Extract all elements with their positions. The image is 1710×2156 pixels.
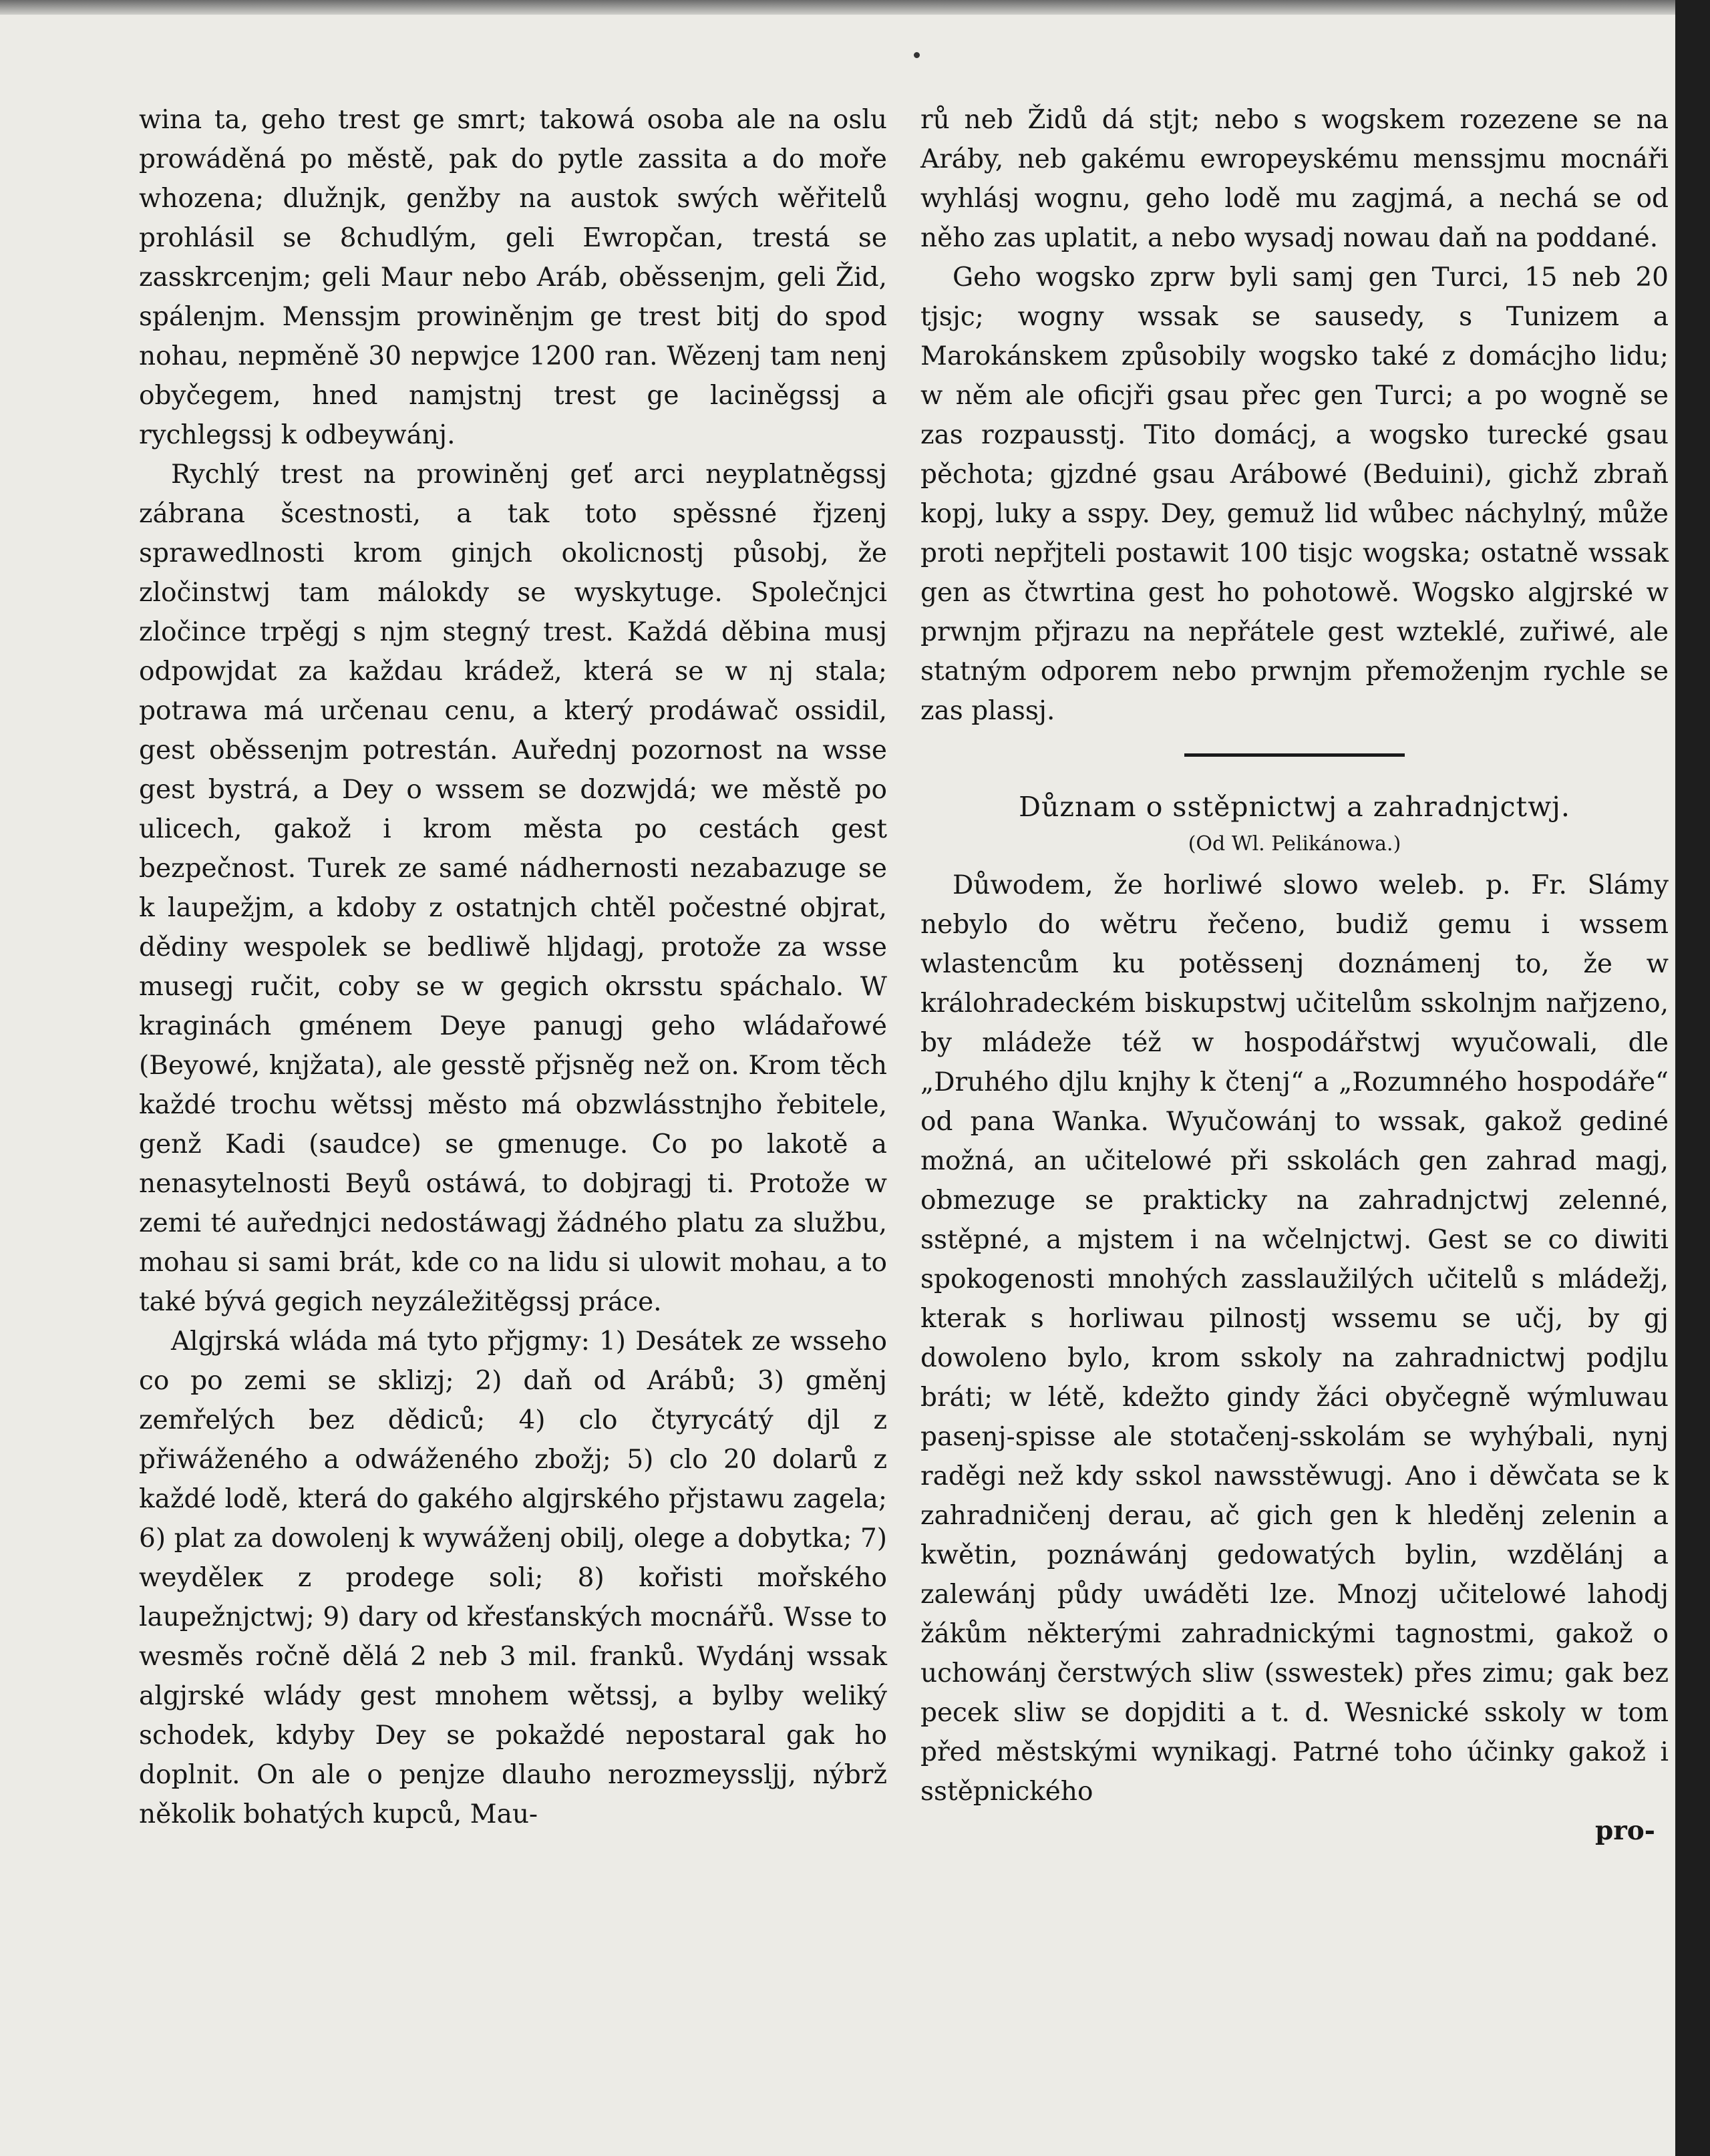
catchword: pro- — [1594, 1815, 1655, 1846]
scan-top-edge — [0, 0, 1675, 15]
article-title: Důznam o sstěpnictwj a zahradnjctwj. — [1019, 791, 1570, 823]
paragraph: Důwodem, že horliwé slowo weleb. p. Fr. Slámy nebylo do wětru řečeno, budiž gemu i wssem wlastencům ku potěssenj doznámenj to, že w králohradeckém biskupstwj učitelům sskolnjm nařjzeno, by mládeže též w hospodářstwj wyučowali, dle „Druhého djlu knjhy k čtenj“ a „Rozumného hospodáře“ od pana Wanka. Wyučowánj to wssak, gakož gediné možná, an učitelowé při sskolách gen zahrad magj, obmezuge se prakticky na zahradnjctwj zelenné, sstěpné, a mjstem i na wčelnjctwj. Gest se co diwiti spokogenosti mnohých zasslaužilých učitelů s mládežj, kterak s horliwau pilnostj wssemu se učj, by gj dowoleno bylo, krom sskoly na zahradnictwj podjlu bráti; w létě, kdežto gindy žáci obyčegně wýmluwau pasenj-spisse ale stotačenj-sskolám se wyhýbali, nynj raděgi než kdy sskol nawsstěwugj. Ano i děwčata se k zahradničenj derau, ač gich gen k hleděnj zelenin a kwětin, poznáwánj gedowatých bylin, wzdělánj a zalewánj půdy uwáděti lze. Mnozj učitelowé lahodj žákům některými zahradnickými tagnostmi, gakož o uchowánj čerstwých sliw (sswestek) přes zimu; gak bez pecek sliw se dopjditi a t. d. Wesnické sskoly w tom před městskými wynikagj. Patrné toho účinky gakož i sstěpnického — [920, 870, 1669, 1807]
left-column — [139, 100, 887, 1834]
paragraph: wina ta, geho trest ge smrt; takowá osoba ale na oslu prowáděná po městě, pak do pytle zassita a do moře whozena; dlužnjk, genžby na austok swých wěřitelů prohlásil se 8chudlým, geli Ewropčan, trestá se zasskrcenjm; geli Maur nebo Aráb, oběssenjm, geli Žid, spálenjm. Menssjm prowiněnjm ge trest bitj do spod nohau, nepměně 30 nepwjce 1200 ran. Wězenj tam nenj obyčegem, hned namjstnj trest ge laciněgssj a rychlegssj k odbeywánj. — [139, 105, 887, 450]
section-divider — [1184, 753, 1405, 757]
ink-speck — [914, 52, 920, 58]
article-byline: (Od Wl. Pelikánowa.) — [1188, 832, 1401, 856]
paragraph: rů neb Židů dá stjt; nebo s wogskem rozezene se na Aráby, neb gakému ewropeyskému menssjmu mocnáři wyhlásj wognu, geho lodě mu zagjmá, a nechá se od něho zas uplatit, a nebo wysadj nowau daň na poddané. — [920, 105, 1669, 253]
right-column — [920, 100, 1669, 1851]
paragraph: Algjrská wláda má tyto přjgmy: 1) Desátek ze wsseho co po zemi se sklizj; 2) daň od Arábů; 3) gměnj zemřelých bez dědiců; 4) clo čtyrycátý djl z přiwáženého a odwáženého zbožj; 5) clo 20 dolarů z každé lodě, která do gakého algjrského přjstawu zagela; 6) plat za dowolenj k wywáženj obilj, olege a dobytka; 7) weyděleк z prodege soli; 8) kořisti mořského laupežnjctwj; 9) dary od křesťanských mocnářů. Wsse to wesměs ročně dělá 2 neb 3 mil. franků. Wydánj wssak algjrské wlády gest mnohem wětssj, a bylby weliký schodek, kdyby Dey se pokaždé nepostaral gak ho doplnit. On ale o penjze dlauho nerozmeyssljj, nýbrž několik bohatých kupců, Mau- — [139, 1326, 887, 1829]
paragraph: Geho wogsko zprw byli samj gen Turci, 15 neb 20 tjsjc; wogny wssak se sausedy, s Tunizem a Marokánskem způsobily wogsko také z domácjho lidu; w něm ale oficjři gsau přec gen Turci; a po wogně se zas rozpausstj. Tito domácj, a wogsko turecké gsau pěchota; gjzdné gsau Arábowé (Beduini), gichž zbraň kopj, luky a sspy. Dey, gemuž lid wůbec náchylný, může proti nepřjteli postawit 100 tisjc wogska; ostatně wssak gen as čtwrtina gest ho pohotowě. Wogsko algjrské w prwnjm přjrazu na nepřátele gest wzteklé, zuřiwé, ale statným odporem nebo prwnjm přemoženjm rychle se zas plassj. — [920, 262, 1669, 726]
paragraph: Rychlý trest na prowiněnj geť arci neyplatněgssj zábrana šcestnosti, a tak toto spěssné řjzenj sprawedlnosti krom ginjch okolicnostj působj, že zločinstwj tam málokdy se wyskytuge. Společnjci zločince trpěgj s njm stegný trest. Každá děbina musj odpowjdat za každau krádež, která se w nj stala; potrawa má určenau cenu, a který prodáwač ossidil, gest oběssenjm potrestán. Auřednj pozornost na wsse gest bystrá, a Dey o wssem se dozwjdá; we městě po ulicech, gakož i krom města po cestách gest bezpečnost. Turek ze samé nádhernosti nezabazuge se k laupežjm, a kdoby z ostatnjch chtěl počestné objrat, dědiny wespolek se bedliwě hljdagj, protože za wsse musegj ručit, coby se w gegich okrsstu spáchalo. W kraginách gménem Deye panugj geho wládařowé (Beyowé, knjžata), ale gesstě přjsněg než on. Krom těch každé trochu wětssj město má obzwlásstnjho řebitele, genž Kadi (saudce) se gmenuge. Co po lakotě a nenasytelnosti Beyů ostáwá, to dobjragj ti. Protože w zemi té auřednjci nedostáwagj žádného platu za službu, mohau si sami brát, kde co na lidu si ulowit mohau, a to také bývá gegich neyzáležitěgssj práce. — [139, 460, 887, 1317]
